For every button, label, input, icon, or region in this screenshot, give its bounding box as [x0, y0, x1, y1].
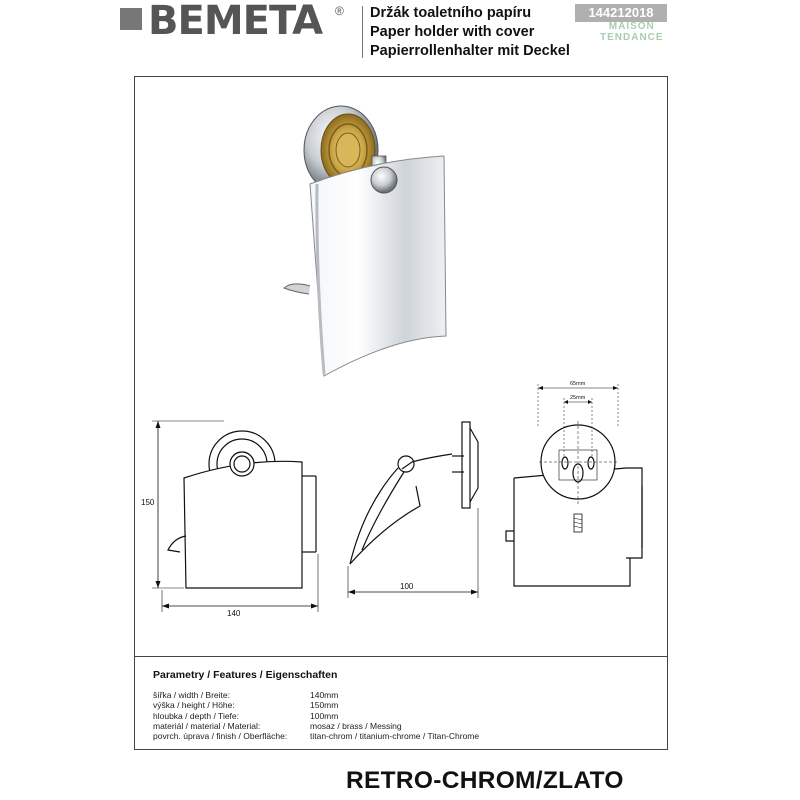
- front-view-drawing: [152, 421, 318, 612]
- dim-mount-inner-label: 25mm: [570, 395, 586, 401]
- section-divider: [134, 656, 668, 657]
- header: [0, 0, 800, 66]
- side-view-drawing: [348, 422, 478, 598]
- dim-width-label: 140: [227, 609, 241, 618]
- product-photo: [284, 106, 446, 376]
- drawings-area: [134, 76, 668, 656]
- dim-height-label: 150: [141, 498, 155, 507]
- mounting-view-drawing: [506, 384, 642, 586]
- product-code: 144212018: [575, 4, 667, 22]
- dim-mount-outer-label: 65mm: [570, 381, 586, 387]
- title-cz: Držák toaletního papíru: [370, 5, 532, 21]
- product-line-name: RETRO-CHROM/ZLATO: [346, 767, 624, 794]
- title-de: Papierrollenhalter mit Deckel: [370, 43, 570, 59]
- registered-mark: ®: [335, 4, 344, 18]
- dim-depth-label: 100: [400, 582, 414, 591]
- header-divider: [362, 6, 363, 58]
- logo-mark: [120, 8, 142, 30]
- title-en: Paper holder with cover: [370, 24, 535, 40]
- parameters-title: Parametry / Features / Eigenschaften: [153, 669, 338, 681]
- watermark-logo: MAISON TENDANCE: [600, 21, 664, 43]
- product-titles: [370, 4, 570, 61]
- brand-logo: BEMETA: [148, 0, 323, 44]
